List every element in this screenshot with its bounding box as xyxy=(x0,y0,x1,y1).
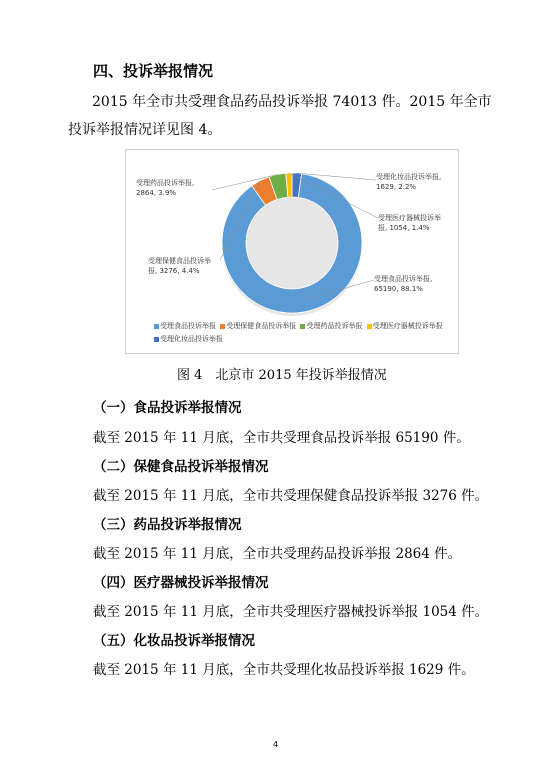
legend-item-food xyxy=(154,320,216,333)
callout-food: 受理食品投诉举报, 65190, 88.1% xyxy=(374,275,433,293)
subsection-heading-health-food: （二）保健食品投诉举报情况 xyxy=(93,459,269,475)
legend-label: 受理化妆品投诉举报 xyxy=(160,335,223,343)
subsection-heading-food: （一）食品投诉举报情况 xyxy=(93,400,242,416)
legend-item-drug xyxy=(300,320,362,333)
callout-medical-device: 受理医疗器械投诉举报, 1054, 1.4% xyxy=(378,214,441,232)
legend-swatch xyxy=(300,324,305,329)
section-heading: 四、投诉举报情况 xyxy=(93,62,214,80)
chart-legend xyxy=(154,320,454,346)
subsection-text-health-food: 截至 2015 年 11 月底，全市共受理保健食品投诉举报 3276 件。 xyxy=(93,488,489,504)
legend-label: 受理医疗器械投诉举报 xyxy=(372,322,443,330)
callout-drug: 受理药品投诉举报, 2864, 3.9% xyxy=(136,179,195,197)
subsection-heading-medical-device: （四）医疗器械投诉举报情况 xyxy=(93,575,269,591)
legend-swatch xyxy=(367,324,372,329)
page-number: 4 xyxy=(273,740,279,749)
subsection-text-medical-device: 截至 2015 年 11 月底，全市共受理医疗器械投诉举报 1054 件。 xyxy=(93,604,489,620)
legend-label: 受理食品投诉举报 xyxy=(160,322,216,330)
legend-swatch xyxy=(154,324,159,329)
legend-item-medical-device xyxy=(367,320,443,333)
subsection-heading-drug: （三）药品投诉举报情况 xyxy=(93,517,242,533)
subsection-text-cosmetics: 截至 2015 年 11 月底，全市共受理化妆品投诉举报 1629 件。 xyxy=(93,662,475,678)
figure-caption: 图 4 北京市 2015 年投诉举报情况 xyxy=(177,368,387,383)
donut-chart xyxy=(125,149,459,354)
legend-swatch xyxy=(220,324,225,329)
legend-item-cosmetics xyxy=(154,333,223,346)
intro-paragraph: 2015 年全市共受理食品药品投诉举报 74013 件。2015 年全市投诉举报情况详见图 4。 xyxy=(68,94,492,138)
callout-health-food: 受理保健食品投诉举报, 3276, 4.4% xyxy=(148,257,211,275)
legend-label: 受理保健食品投诉举报 xyxy=(226,322,297,330)
legend-swatch xyxy=(154,337,159,342)
subsection-heading-cosmetics: （五）化妆品投诉举报情况 xyxy=(93,633,255,649)
legend-item-health-food xyxy=(220,320,296,333)
legend-label: 受理药品投诉举报 xyxy=(306,322,363,330)
subsection-text-food: 截至 2015 年 11 月底，全市共受理食品投诉举报 65190 件。 xyxy=(93,430,470,446)
subsection-text-drug: 截至 2015 年 11 月底，全市共受理药品投诉举报 2864 件。 xyxy=(93,546,462,562)
callout-cosmetics: 受理化妆品投诉举报, 1629, 2.2% xyxy=(376,173,442,191)
